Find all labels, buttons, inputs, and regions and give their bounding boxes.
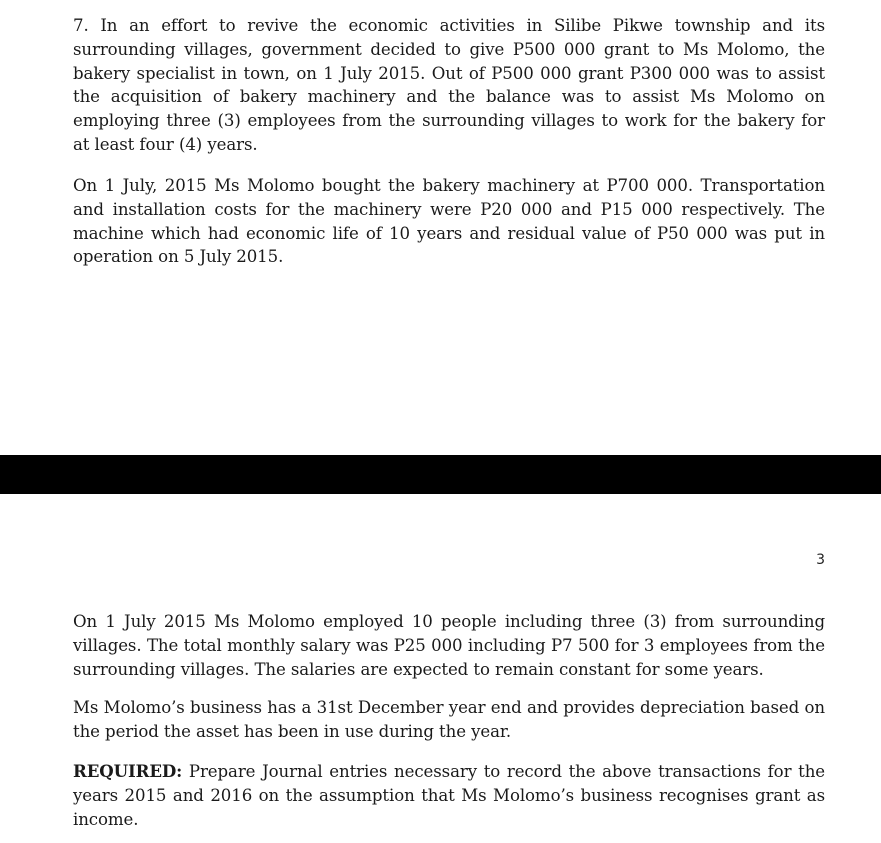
required-paragraph	[73, 760, 825, 831]
page-break-divider	[0, 455, 881, 494]
question-paragraph-grant: 7. In an effort to revive the economic activities in Silibe Pikwe township and its surrounding villages, government decided to give P500 000 grant to Ms Molomo, the bakery specialist in town, on 1 July 2015. Out of P500 000 grant P300 000 was to assist the acquisition of bakery machinery and the balance was to assist Ms Molomo on employing three (3) employees from the surrounding villages to work for the bakery for at least four (4) years.	[73, 16, 825, 154]
page-number: 3	[816, 552, 825, 568]
question-paragraph-machinery: On 1 July, 2015 Ms Molomo bought the bakery machinery at P700 000. Transportation and installation costs for the machinery were P20 000 and P15 000 respectively. The machine which had economic life of 10 years and residual value of P50 000 was put in operation on 5 July 2015.	[73, 176, 825, 267]
question-paragraph-year-end: Ms Molomo’s business has a 31st December year end and provides depreciation based on the period the asset has been in use during the year.	[73, 698, 825, 741]
required-label: REQUIRED:	[73, 761, 183, 781]
document-page-bottom	[0, 494, 881, 843]
question-paragraph-employees: On 1 July 2015 Ms Molomo employed 10 people including three (3) from surrounding villages. The total monthly salary was P25 000 including P7 500 for 3 employees from the surrounding villages. The salaries are expected to remain constant for some years.	[73, 612, 825, 679]
required-text: Prepare Journal entries necessary to record the above transactions for the years 2015 and 2016 on the assumption that Ms Molomo’s business recognises grant as income.	[73, 762, 825, 829]
